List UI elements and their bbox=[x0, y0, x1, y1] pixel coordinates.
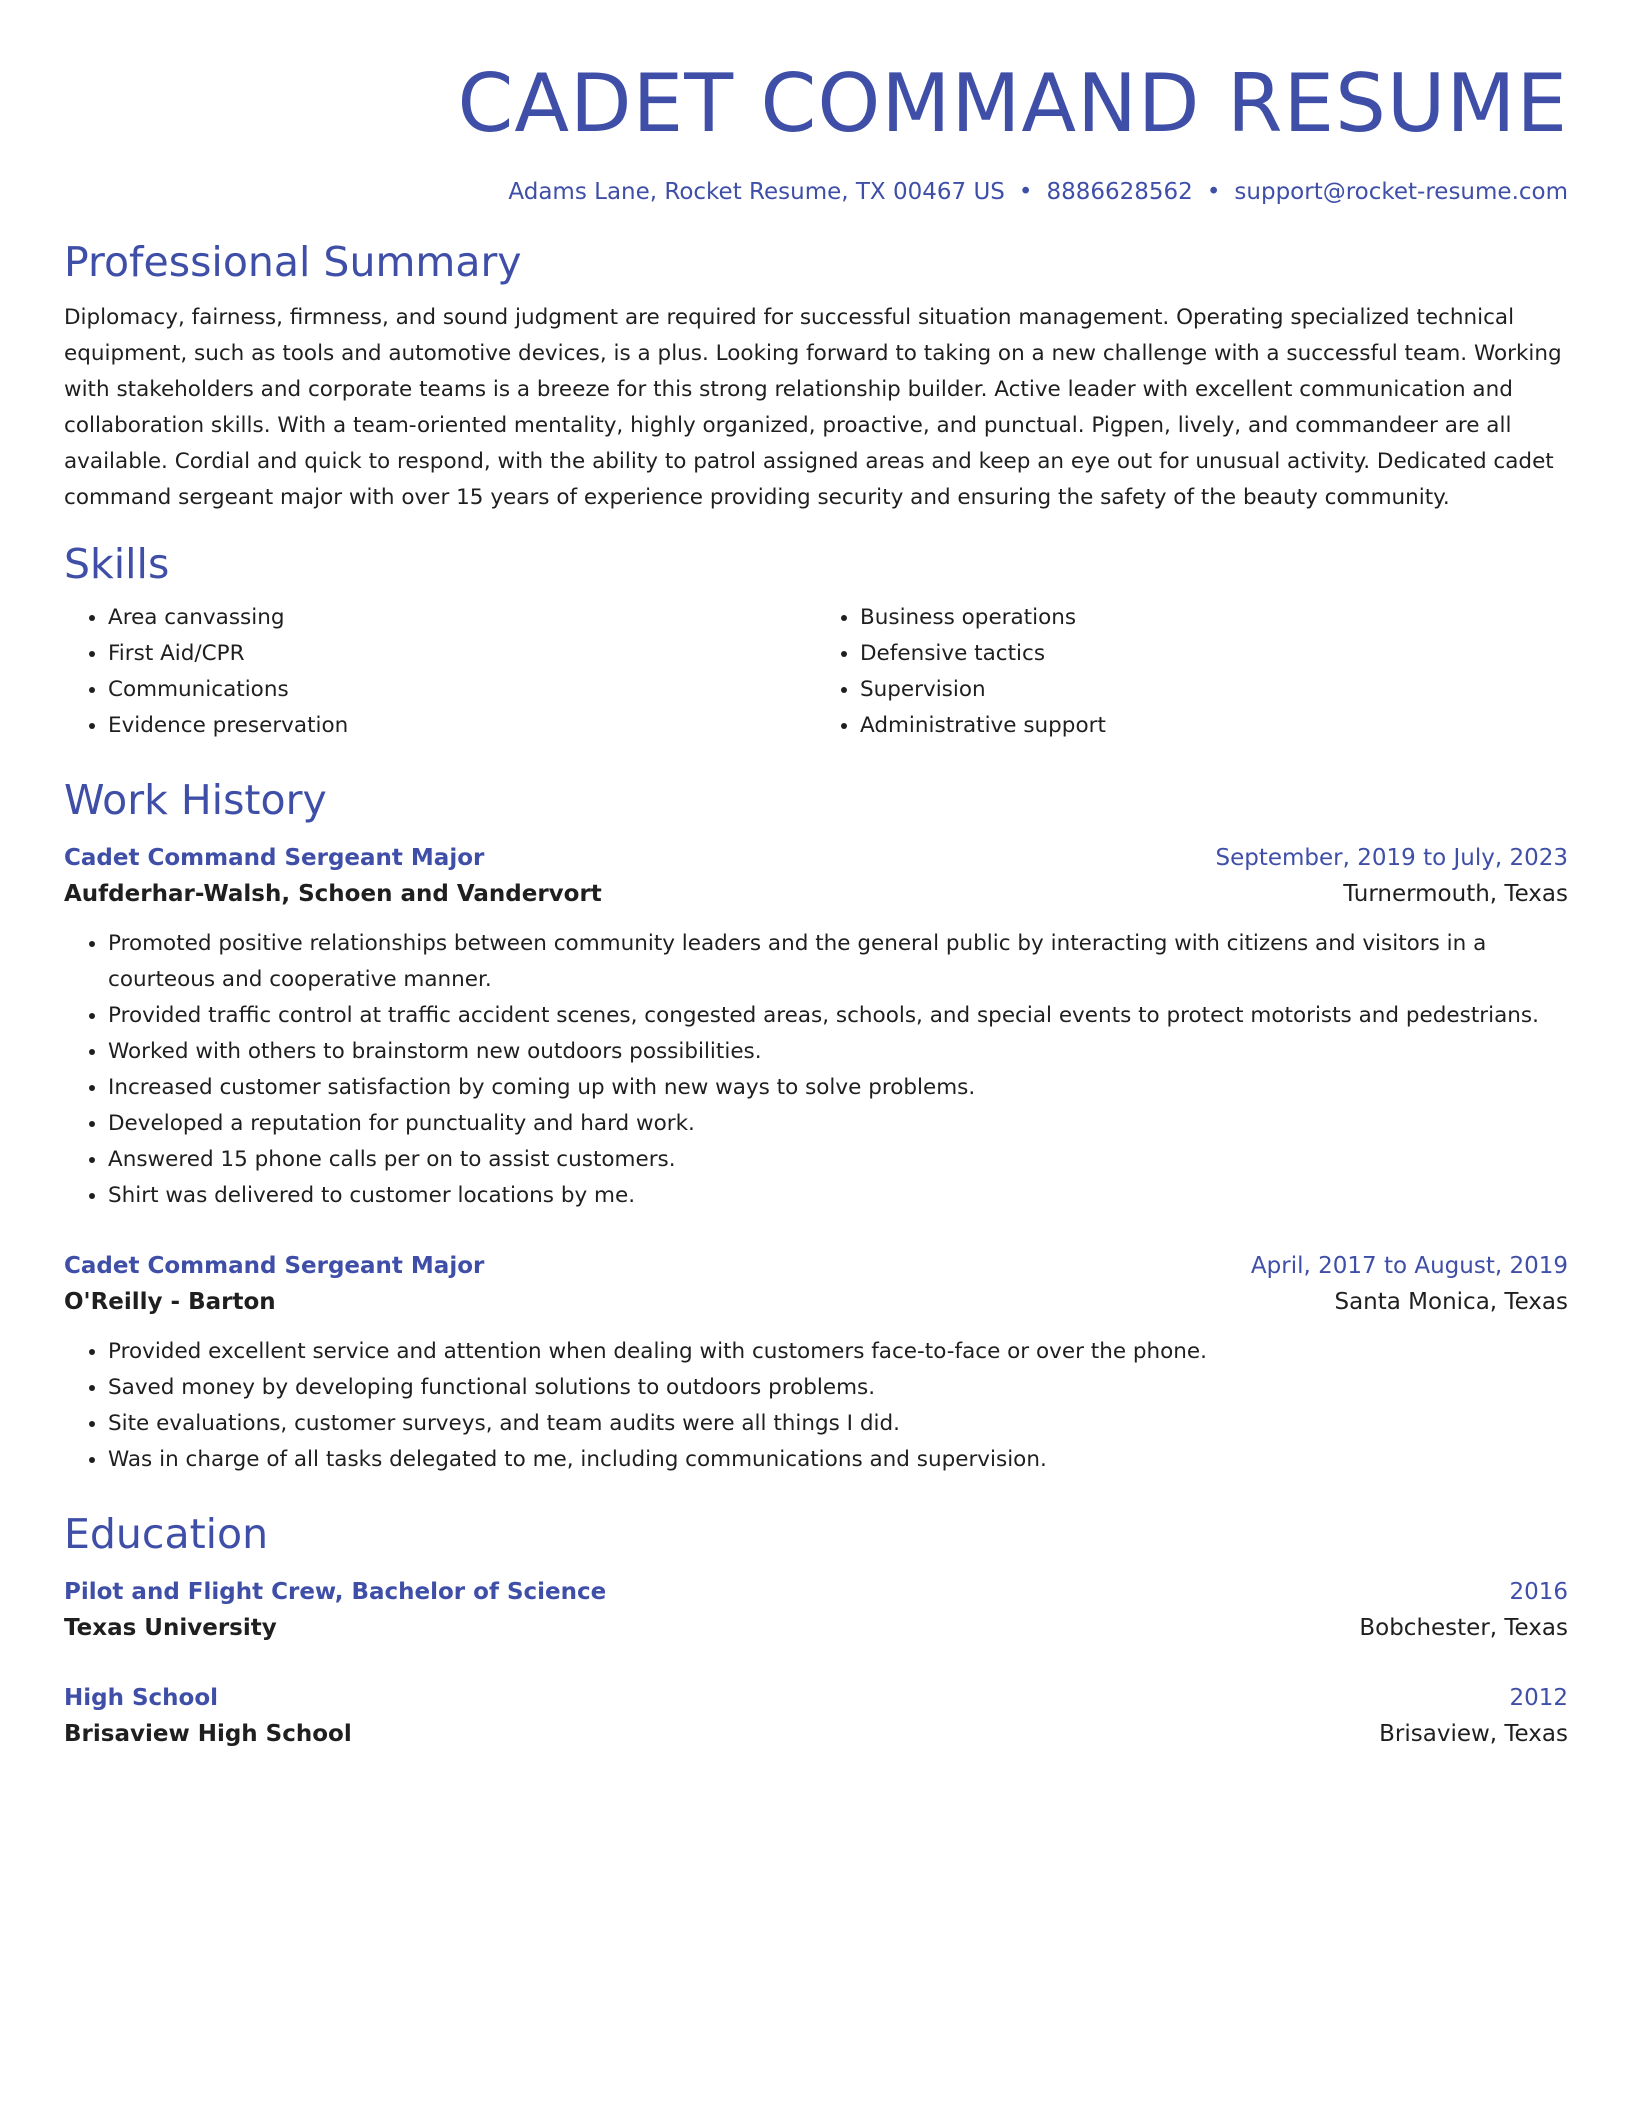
contact-address: Adams Lane, Rocket Resume, TX 00467 US bbox=[508, 179, 1005, 205]
job-bullet: • Saved money by developing functional solutions to outdoors problems. bbox=[108, 1370, 1568, 1406]
job-bullet: • Worked with others to brainstorm new outdoors possibilities. bbox=[108, 1034, 1568, 1070]
job-bullet: • Increased customer satisfaction by coming up with new ways to solve problems. bbox=[108, 1070, 1568, 1106]
summary-text: Diplomacy, fairness, firmness, and sound judgment are required for successful situation management. Operating specialized technical equipment, such as tools and automotive devices, is a plus. Looking forward to taking on a new challenge with a successful team. Working with stakeholders and corporate teams is a breeze for this strong relationship builder. Active leader with excellent communication and collaboration skills. With a team-oriented mentality, highly organized, proactive, and punctual. Pigpen, lively, and commandeer are all available. Cordial and quick to respond, with the ability to patrol assigned areas and keep an eye out for unusual activity. Dedicated cadet command sergeant major with over 15 years of experience providing security and ensuring the safety of the beauty community. bbox=[64, 305, 1562, 510]
job-bullet: • Answered 15 phone calls per on to assist customers. bbox=[108, 1142, 1568, 1178]
education-entry bbox=[64, 1680, 1568, 1752]
education-year: 2016 bbox=[1509, 1579, 1568, 1605]
job-location: Santa Monica, Texas bbox=[1334, 1289, 1568, 1315]
job-position: Cadet Command Sergeant Major bbox=[64, 845, 485, 871]
job-location: Turnermouth, Texas bbox=[1343, 881, 1568, 907]
education-year: 2012 bbox=[1509, 1685, 1568, 1711]
job-bullets bbox=[64, 1334, 1568, 1478]
contact-line bbox=[64, 176, 1568, 208]
contact-separator: • bbox=[1018, 179, 1033, 205]
job-bullet: • Provided excellent service and attention when dealing with customers face-to-face or over the phone. bbox=[108, 1334, 1568, 1370]
skill-item: • First Aid/CPR bbox=[108, 636, 816, 672]
job-bullet: • Developed a reputation for punctuality and hard work. bbox=[108, 1106, 1568, 1142]
job-company-row bbox=[64, 1284, 1568, 1320]
job-company-row bbox=[64, 876, 1568, 912]
education-degree-row bbox=[64, 1680, 1568, 1716]
job-title-row bbox=[64, 1248, 1568, 1284]
work-history-heading: Work History bbox=[64, 776, 327, 824]
skills-heading: Skills bbox=[64, 540, 170, 588]
job-company: O'Reilly - Barton bbox=[64, 1289, 276, 1315]
skills-list bbox=[64, 600, 1568, 744]
skill-item: • Administrative support bbox=[860, 708, 1568, 744]
job-entry bbox=[64, 1248, 1568, 1478]
education-degree-row bbox=[64, 1574, 1568, 1610]
skill-item: • Defensive tactics bbox=[860, 636, 1568, 672]
education-location: Brisaview, Texas bbox=[1379, 1721, 1568, 1747]
skills-column-right bbox=[816, 600, 1568, 744]
job-entry bbox=[64, 840, 1568, 1214]
education-school: Texas University bbox=[64, 1615, 277, 1641]
job-position: Cadet Command Sergeant Major bbox=[64, 1253, 485, 1279]
skill-item: • Communications bbox=[108, 672, 816, 708]
summary-heading: Professional Summary bbox=[64, 238, 522, 286]
job-dates: April, 2017 to August, 2019 bbox=[1250, 1253, 1568, 1279]
education-school-row bbox=[64, 1716, 1568, 1752]
contact-phone: 8886628562 bbox=[1046, 179, 1193, 205]
job-bullet: • Shirt was delivered to customer locations by me. bbox=[108, 1178, 1568, 1214]
resume-header bbox=[64, 54, 1568, 208]
education-heading: Education bbox=[64, 1510, 269, 1558]
job-bullet: • Promoted positive relationships between community leaders and the general public by interacting with citizens and visitors in a courteous and cooperative manner. bbox=[108, 926, 1568, 998]
job-title-row bbox=[64, 840, 1568, 876]
resume-name: CADET COMMAND RESUME bbox=[457, 57, 1568, 150]
education-degree: High School bbox=[64, 1685, 219, 1711]
job-bullet: • Site evaluations, customer surveys, and team audits were all things I did. bbox=[108, 1406, 1568, 1442]
job-company: Aufderhar-Walsh, Schoen and Vandervort bbox=[64, 881, 602, 907]
skill-item: • Evidence preservation bbox=[108, 708, 816, 744]
education-school: Brisaview High School bbox=[64, 1721, 352, 1747]
education-location: Bobchester, Texas bbox=[1359, 1615, 1568, 1641]
job-bullet: • Was in charge of all tasks delegated to me, including communications and supervision. bbox=[108, 1442, 1568, 1478]
education-school-row bbox=[64, 1610, 1568, 1646]
skill-item: • Area canvassing bbox=[108, 600, 816, 636]
education-degree: Pilot and Flight Crew, Bachelor of Science bbox=[64, 1579, 607, 1605]
education-entry bbox=[64, 1574, 1568, 1646]
contact-separator: • bbox=[1206, 179, 1221, 205]
contact-email[interactable]: support@rocket-resume.com bbox=[1234, 179, 1568, 205]
skill-item: • Business operations bbox=[860, 600, 1568, 636]
skill-item: • Supervision bbox=[860, 672, 1568, 708]
skills-column-left bbox=[64, 600, 816, 744]
job-bullet: • Provided traffic control at traffic accident scenes, congested areas, schools, and special events to protect motorists and pedestrians. bbox=[108, 998, 1568, 1034]
job-dates: September, 2019 to July, 2023 bbox=[1215, 845, 1568, 871]
job-bullets bbox=[64, 926, 1568, 1214]
